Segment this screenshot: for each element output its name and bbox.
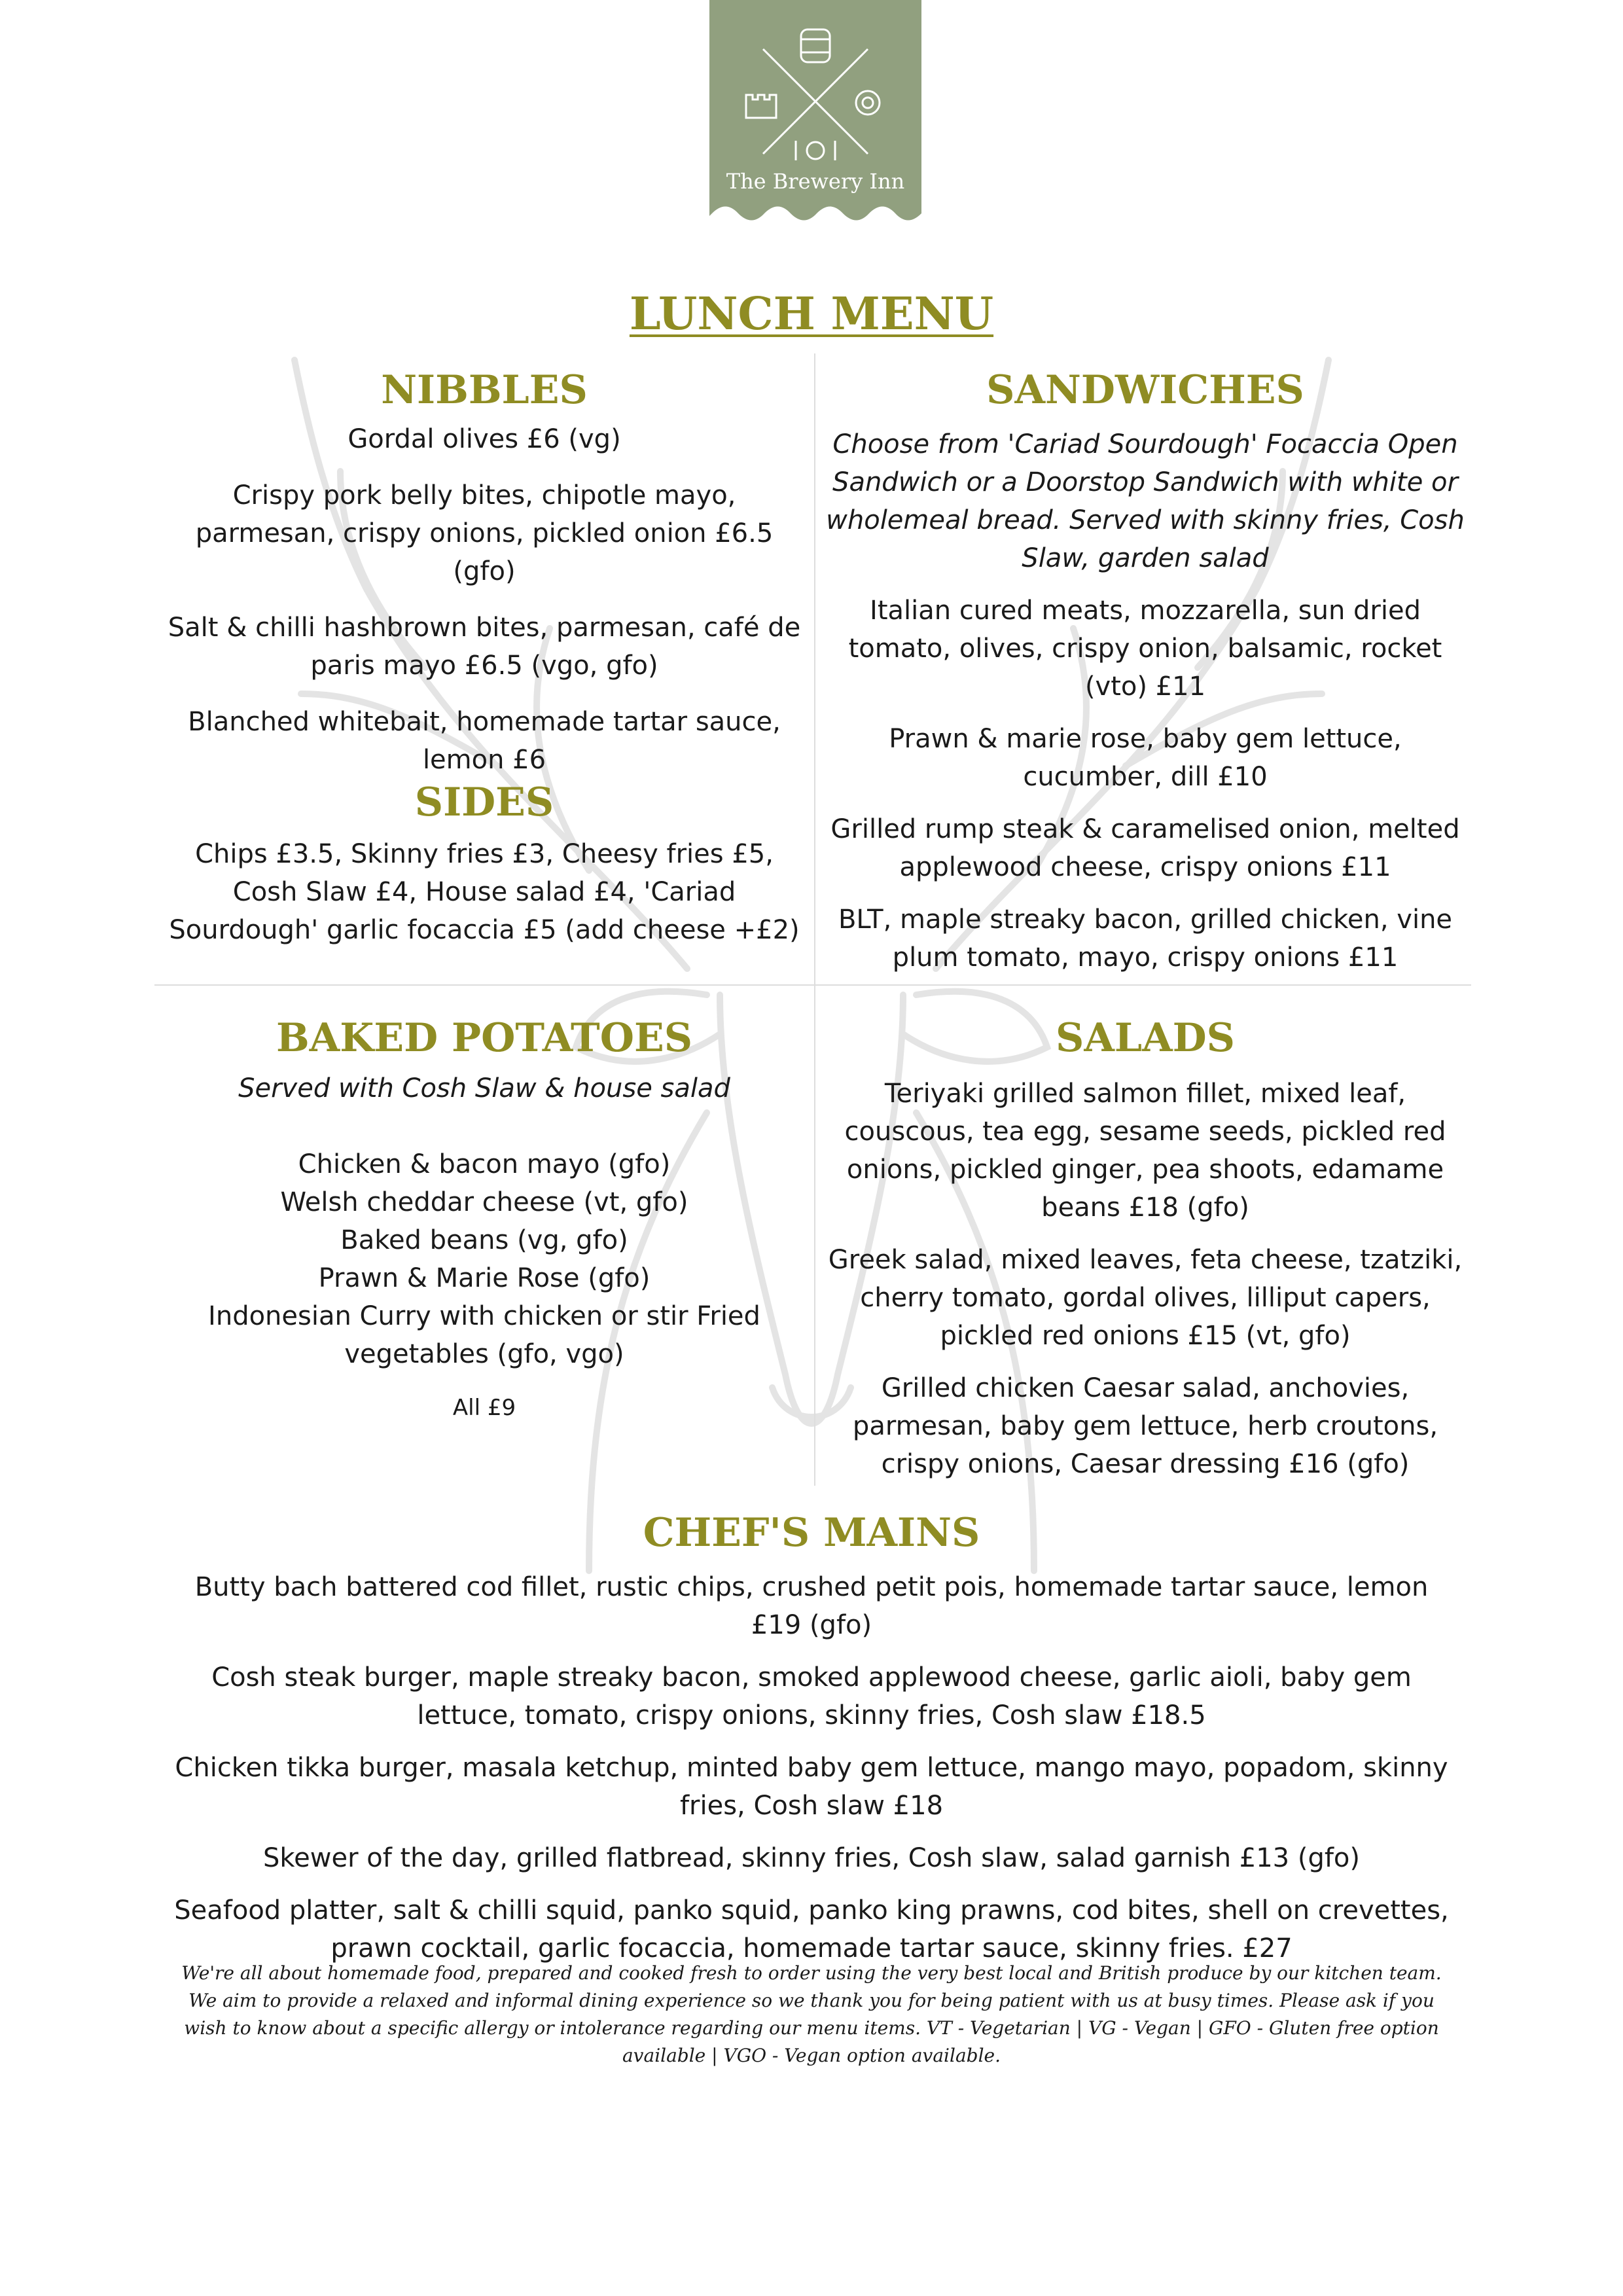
nibbles-section <box>164 364 805 779</box>
logo-name: The Brewery Inn <box>726 169 905 194</box>
sandwiches-section <box>825 364 1466 977</box>
menu-item: Welsh cheddar cheese (vt, gfo) <box>280 1187 688 1217</box>
brewery-inn-logo[interactable] <box>709 0 921 229</box>
logo-badge-icon <box>709 0 921 229</box>
sandwiches-heading: SANDWICHES <box>986 367 1304 413</box>
page-title: LUNCH MENU <box>629 288 994 340</box>
menu-item: Italian cured meats, mozzarella, sun dried tomato, olives, crispy onion, balsamic, rocket (vto) £11 <box>848 596 1442 702</box>
menu-item: Baked beans (vg, gfo) <box>340 1225 628 1255</box>
baked-potatoes-heading: BAKED POTATOES <box>276 1015 693 1061</box>
nibbles-heading: NIBBLES <box>381 367 588 413</box>
salads-section <box>825 1012 1466 1483</box>
menu-item: Prawn & marie rose, baby gem lettuce, cucumber, dill £10 <box>889 724 1402 792</box>
baked-potatoes-intro: Served with Cosh Slaw & house salad <box>238 1073 730 1103</box>
menu-item: Chicken & bacon mayo (gfo) <box>298 1149 671 1179</box>
menu-item: Teriyaki grilled salmon fillet, mixed leaf, couscous, tea egg, sesame seeds, pickled red onions, pickled ginger, pea shoots, edamame beans £18 (gfo) <box>844 1079 1446 1223</box>
sides-heading: SIDES <box>414 780 554 825</box>
chefs-mains-section <box>171 1507 1452 1967</box>
menu-item: Skewer of the day, grilled flatbread, skinny fries, Cosh slaw, salad garnish £13 (gfo) <box>263 1843 1360 1873</box>
menu-item: BLT, maple streaky bacon, grilled chicken, vine plum tomato, mayo, crispy onions £11 <box>838 905 1453 973</box>
menu-item: Salt & chilli hashbrown bites, parmesan, café de paris mayo £6.5 (vgo, gfo) <box>168 613 801 681</box>
menu-item: Seafood platter, salt & chilli squid, panko squid, panko king prawns, cod bites, shell on crevettes, prawn cocktail, garlic focaccia, homemade tartar sauce, skinny fries. £27 <box>174 1895 1449 1964</box>
menu-item: Cosh steak burger, maple streaky bacon, smoked applewood cheese, garlic aioli, baby gem lettuce, tomato, crispy onions, skinny fries, Cosh slaw £18.5 <box>211 1662 1412 1731</box>
menu-item: Chicken tikka burger, masala ketchup, minted baby gem lettuce, mango mayo, popadom, skinny fries, Cosh slaw £18 <box>175 1753 1448 1821</box>
menu-item: Prawn & Marie Rose (gfo) <box>318 1263 651 1293</box>
sides-section <box>164 776 805 949</box>
sandwiches-intro: Choose from 'Cariad Sourdough' Focaccia Open Sandwich or a Doorstop Sandwich with white or wholemeal bread. Served with skinny fries, Cosh Slaw, garden salad <box>826 429 1465 573</box>
footer-note: We're all about homemade food, prepared and cooked fresh to order using the very best local and British produce by our kitchen team. We aim to provide a relaxed and informal dining experience so we thank you for being patient with us at busy times. Please ask if you wish to know about a specific allergy or intolerance regarding our menu items. VT - Vegetarian | VG - Vegan | GFO - Gluten free option available | VGO - Vegan option available. <box>181 1962 1442 2066</box>
menu-item: Crispy pork belly bites, chipotle mayo, parmesan, crispy onions, pickled onion £6.5 (gfo) <box>195 480 774 586</box>
menu-item: Grilled rump steak & caramelised onion, melted applewood cheese, crispy onions £11 <box>830 814 1460 882</box>
horizontal-divider <box>154 984 1471 986</box>
chefs-mains-heading: CHEF'S MAINS <box>643 1510 980 1556</box>
menu-item: Chips £3.5, Skinny fries £3, Cheesy fries £5, Cosh Slaw £4, House salad £4, 'Cariad Sourdough' garlic focaccia £5 (add cheese +£2) <box>169 839 800 945</box>
menu-item: Grilled chicken Caesar salad, anchovies, parmesan, baby gem lettuce, herb croutons, crispy onions, Caesar dressing £16 (gfo) <box>852 1373 1438 1479</box>
vertical-divider <box>814 353 815 1486</box>
menu-item: Blanched whitebait, homemade tartar sauce, lemon £6 <box>188 707 781 775</box>
menu-item: Indonesian Curry with chicken or stir Fried vegetables (gfo, vgo) <box>208 1301 760 1369</box>
baked-potatoes-section <box>164 1012 805 1427</box>
menu-item: Butty bach battered cod fillet, rustic chips, crushed petit pois, homemade tartar sauce, lemon £19 (gfo) <box>194 1572 1429 1640</box>
price-note: All £9 <box>452 1395 516 1421</box>
salads-heading: SALADS <box>1056 1015 1235 1061</box>
menu-item: Greek salad, mixed leaves, feta cheese, tzatziki, cherry tomato, gordal olives, lilliput capers, pickled red onions £15 (vt, gfo) <box>828 1245 1463 1351</box>
menu-item: Gordal olives £6 (vg) <box>348 424 621 454</box>
